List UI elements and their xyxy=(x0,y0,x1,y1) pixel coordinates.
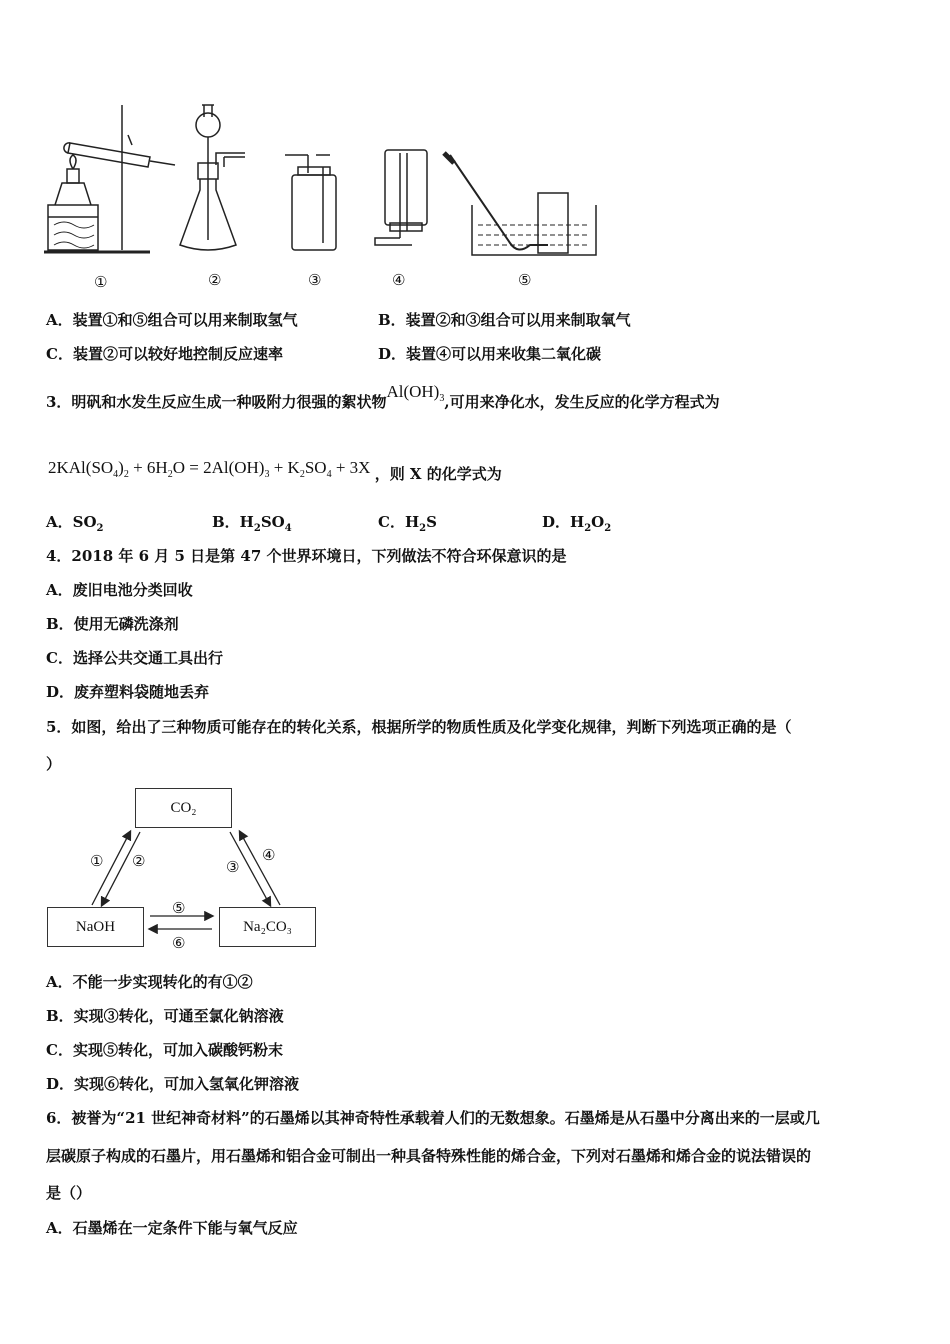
apparatus-4 xyxy=(375,150,427,245)
apparatus-5 xyxy=(444,153,596,255)
q5-option-c[interactable]: C．实现⑤转化，可加入碳酸钙粉末 xyxy=(46,1041,283,1059)
label-5: ⑤ xyxy=(518,271,532,289)
label-1: ① xyxy=(94,273,108,291)
q6-stem-line2: 层碳原子构成的石墨片，用石墨烯和铝合金可制出一种具备特殊性能的烯合金，下列对石墨烯和烯合金的说法错误的 xyxy=(46,1147,812,1165)
q3-equation: $2KAl(SO_4)_2 + 6H_2O = 2Al(OH)_3 + K_2SO_4 + 3X$ ，则 X 的化学式为 xyxy=(48,458,502,483)
q3-option-a[interactable]: A．$SO_2$ xyxy=(46,513,104,534)
q3-option-d[interactable]: D．$H_2O_2$ xyxy=(542,513,612,534)
q5-stem-line1: 5．如图，给出了三种物质可能存在的转化关系，根据所学的物质性质及化学变化规律，判断下列选项正确的是（ xyxy=(46,718,792,736)
apparatus-3 xyxy=(285,155,336,250)
arrow-label-1: ① xyxy=(90,852,104,870)
q5-stem-line2: ） xyxy=(46,755,62,773)
arrow-label-5: ⑤ xyxy=(172,899,186,917)
label-3: ③ xyxy=(308,271,322,289)
apparatus-labels xyxy=(94,271,531,291)
arrow-label-6: ⑥ xyxy=(172,934,186,952)
q6-option-a[interactable]: A．石墨烯在一定条件下能与氧气反应 xyxy=(46,1219,298,1237)
apparatus-1 xyxy=(44,105,175,252)
q5-option-a[interactable]: A．不能一步实现转化的有①② xyxy=(46,973,253,991)
q4-stem: 4．2018 年 6 月 5 日是第 47 个世界环境日，下列做法不符合环保意识的是 xyxy=(46,547,567,565)
co2-box: CO₂ xyxy=(135,788,232,828)
q4-option-b[interactable]: B．使用无磷洗涤剂 xyxy=(46,615,179,633)
label-2: ② xyxy=(208,271,222,289)
q5-option-d[interactable]: D．实现⑥转化，可加入氢氧化钾溶液 xyxy=(46,1075,300,1093)
q4-option-d[interactable]: D．废弃塑料袋随地丢弃 xyxy=(46,683,210,701)
q2-option-b[interactable]: B．装置②和③组合可以用来制取氧气 xyxy=(378,311,631,329)
q2-option-d[interactable]: D．装置④可以用来收集二氧化碳 xyxy=(378,345,602,363)
q6-stem-line1: 6．被誉为“21 世纪神奇材料”的石墨烯以其神奇特性承载着人们的无数想象。石墨烯是从石墨中分离出来的一层或几 xyxy=(46,1109,820,1127)
arrow-label-4: ④ xyxy=(262,846,276,864)
q4-option-a[interactable]: A．废旧电池分类回收 xyxy=(46,581,193,599)
q3-aloh: $Al(OH)_3$ xyxy=(386,382,445,404)
q3-stem: 3．明矾和水发生反应生成一种吸附力很强的絮状物$Al(OH)_3$,可用来净化水，发生反应的化学方程式为 xyxy=(46,382,720,411)
apparatus-2 xyxy=(180,105,245,250)
chemical-equation: $2KAl(SO_4)_2 + 6H_2O = 2Al(OH)_3 + K_2SO_4 + 3X$ xyxy=(48,458,371,480)
label-4: ④ xyxy=(392,271,406,289)
q3-option-c[interactable]: C．$H_2S$ xyxy=(378,513,437,534)
q4-option-c[interactable]: C．选择公共交通工具出行 xyxy=(46,649,223,667)
arrow-label-2: ② xyxy=(132,852,146,870)
q5-option-b[interactable]: B．实现③转化，可通至氯化钠溶液 xyxy=(46,1007,284,1025)
q6-stem-line3: 是（） xyxy=(46,1184,92,1202)
apparatus-figure xyxy=(40,95,610,291)
q3-option-b[interactable]: B．$H_2SO_4$ xyxy=(212,513,292,534)
arrow-label-3: ③ xyxy=(226,858,240,876)
naoh-box: NaOH xyxy=(47,907,144,947)
na2co3-box: Na₂CO₃ xyxy=(219,907,316,947)
q2-option-a[interactable]: A．装置①和⑤组合可以用来制取氢气 xyxy=(46,311,298,329)
q2-option-c[interactable]: C．装置②可以较好地控制反应速率 xyxy=(46,345,283,363)
